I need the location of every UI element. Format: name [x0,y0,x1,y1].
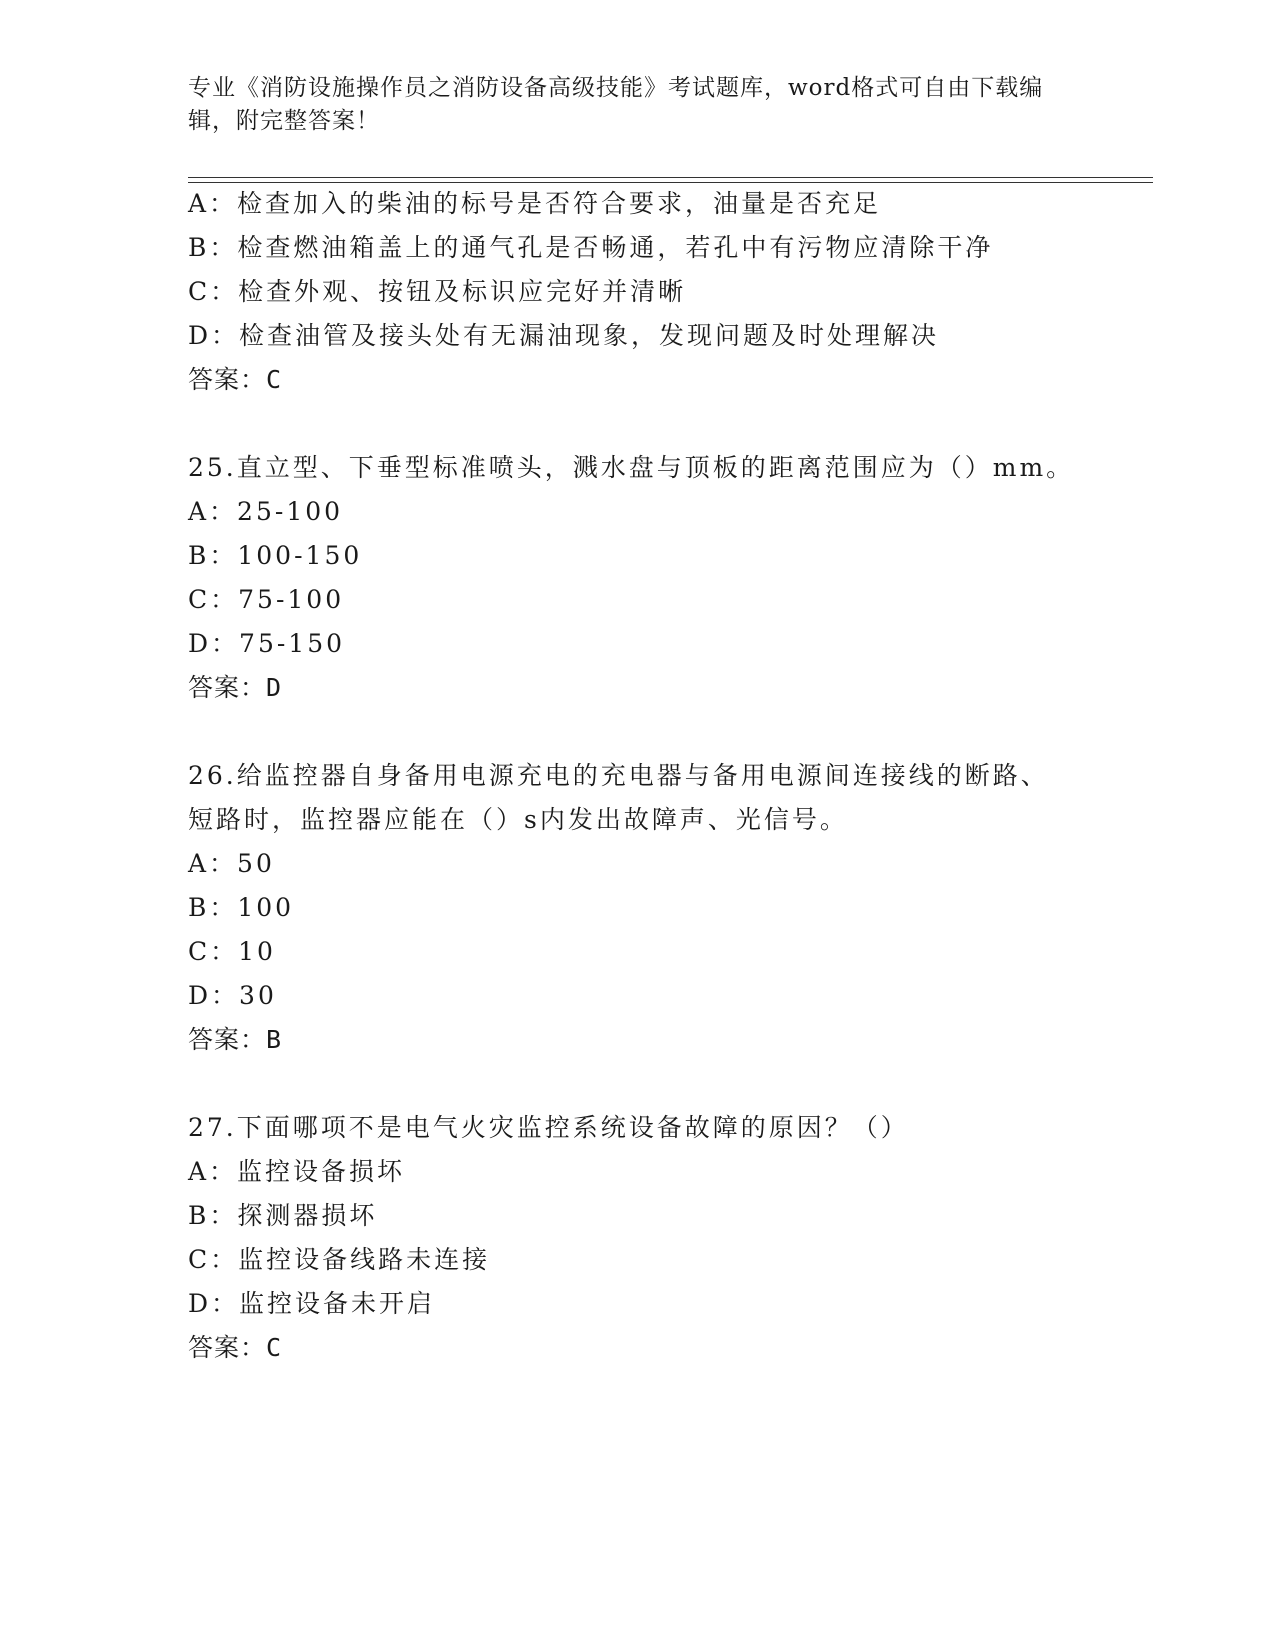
q26-option-a: A：50 [188,849,275,878]
document-header [188,72,1068,138]
q26-stem-line-1: 26.给监控器自身备用电源充电的充电器与备用电源间连接线的断路、 [188,761,1049,790]
q24-option-a: A：检查加入的柴油的标号是否符合要求，油量是否充足 [188,189,882,218]
q27-stem: 27.下面哪项不是电气火灾监控系统设备故障的原因？（） [188,1113,909,1142]
header-divider-top [188,177,1153,178]
q25-option-b: B：100-150 [188,541,363,570]
q25-option-a: A：25-100 [188,497,344,526]
q27-option-d: D：监控设备未开启 [188,1289,436,1318]
q25-answer: 答案：D [188,673,283,702]
q24-answer: 答案：C [188,365,283,394]
q27-option-a: A：监控设备损坏 [188,1157,406,1186]
q26-option-d: D：30 [188,981,277,1010]
q25-stem: 25.直立型、下垂型标准喷头，溅水盘与顶板的距离范围应为（）mm。 [188,453,1075,482]
q26-option-c: C：10 [188,937,276,966]
header-line-2: 辑，附完整答案！ [188,108,380,134]
q24-option-d: D：检查油管及接头处有无漏油现象，发现问题及时处理解决 [188,321,940,350]
header-line-1: 专业《消防设施操作员之消防设备高级技能》考试题库，word格式可自由下载编 [188,75,1044,101]
q25-option-d: D：75-150 [188,629,346,658]
header-divider-bottom [188,182,1153,183]
q26-answer: 答案：B [188,1025,283,1054]
q24-option-b: B：检查燃油箱盖上的通气孔是否畅通，若孔中有污物应清除干净 [188,233,994,262]
q27-option-c: C：监控设备线路未连接 [188,1245,491,1274]
q27-option-b: B：探测器损坏 [188,1201,378,1230]
q26-stem-line-2: 短路时，监控器应能在（）s内发出故障声、光信号。 [188,805,848,834]
q26-option-b: B：100 [188,893,295,922]
q25-option-c: C：75-100 [188,585,345,614]
q24-option-c: C：检查外观、按钮及标识应完好并清晰 [188,277,687,306]
q27-answer: 答案：C [188,1333,283,1362]
